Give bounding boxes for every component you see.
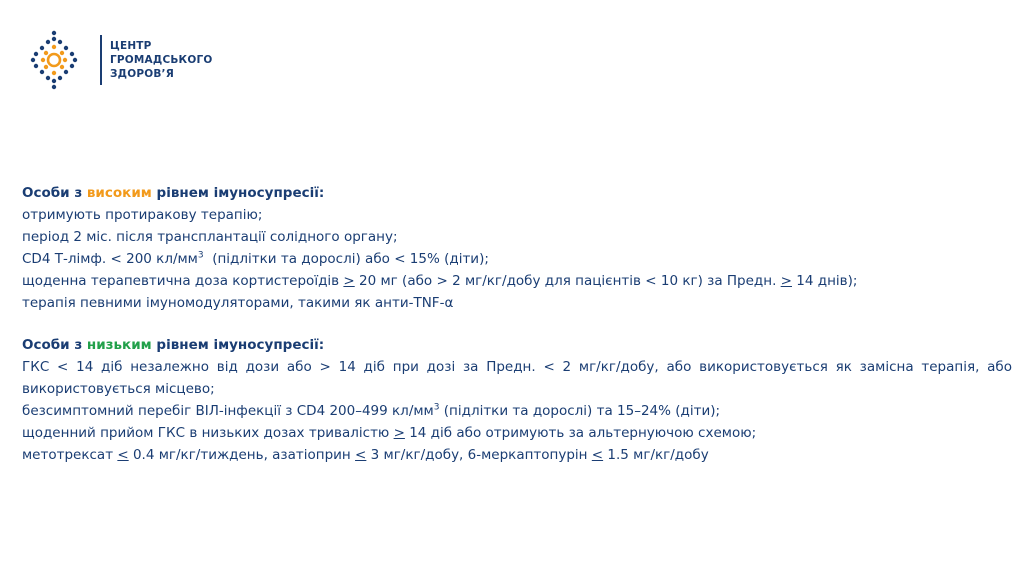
high-item-2: період 2 міс. після трансплантації солідного органу; [22, 229, 398, 245]
high-item-1: отримують протиракову терапію; [22, 207, 263, 223]
low-immunosuppression-heading [22, 334, 1012, 356]
logo-line-1: ЦЕНТР [110, 40, 152, 52]
high-item-4 [22, 270, 1012, 292]
high-item-3-text-b: (підлітки та дорослі) або < 15% (діти); [203, 251, 489, 267]
low-item-4 [22, 444, 1012, 466]
high-item-4-text-a: щоденна терапевтична доза кортистероїдів [22, 273, 344, 289]
logo-divider [100, 35, 102, 85]
high-immunosuppression-heading [22, 182, 1012, 204]
logo [30, 30, 212, 90]
low-item-4-text-c: 3 мг/кг/добу, 6-меркаптопурін [366, 447, 592, 463]
greater-equal-sign: > [343, 273, 355, 289]
less-equal-sign: < [355, 447, 367, 463]
heading-suffix: рівнем імуносупресії: [151, 185, 325, 201]
low-item-2-text-b: (підлітки та дорослі) та 15–24% (діти); [439, 403, 721, 419]
greater-equal-sign: > [393, 425, 405, 441]
low-item-4-text-d: 1.5 мг/кг/добу [603, 447, 709, 463]
greater-equal-sign: > [780, 273, 792, 289]
heading-prefix: Особи з [22, 337, 87, 353]
section-gap [22, 314, 1012, 334]
high-item-3 [22, 248, 1012, 270]
logo-line-3: ЗДОРОВ’Я [110, 68, 175, 80]
low-item-3 [22, 422, 1012, 444]
low-item-2-text-a: безсимптомний перебіг ВІЛ-інфекції з CD4 200–499 кл/мм [22, 403, 434, 419]
low-item-3-text-a: щоденний прийом ГКС в низьких дозах тривалістю [22, 425, 394, 441]
low-item-2 [22, 400, 1012, 422]
logo-line-2: ГРОМАДСЬКОГО [110, 54, 213, 66]
less-equal-sign: < [117, 447, 129, 463]
keyword-high: високим [86, 185, 152, 201]
public-health-center-logo-icon [30, 30, 78, 90]
high-item-4-text-b: 20 мг (або > 2 мг/кг/добу для пацієнтів < 10 кг) за Предн. [354, 273, 781, 289]
slide-content [22, 182, 1012, 466]
low-item-1: ГКС < 14 діб незалежно від дози або > 14 діб при дозі за Предн. < 2 мг/кг/добу, або використовується як замісна терапія, або використовується місцево; [22, 359, 1012, 397]
logo-text [110, 39, 212, 81]
superscript: 3 [197, 250, 204, 261]
high-item-3-text-a: CD4 Т-лімф. < 200 кл/мм [22, 251, 198, 267]
heading-prefix: Особи з [22, 185, 87, 201]
high-item-5: терапія певними імуномодуляторами, такими як анти-TNF-α [22, 295, 454, 311]
high-item-4-text-c: 14 днів); [791, 273, 858, 289]
less-equal-sign: < [591, 447, 604, 463]
heading-suffix: рівнем імуносупресії: [151, 337, 325, 353]
low-item-3-text-b: 14 діб або отримують за альтернуючою схемою; [404, 425, 757, 441]
low-item-4-text-a: метотрексат [22, 447, 118, 463]
keyword-low: низьким [86, 337, 152, 353]
low-item-4-text-b: 0.4 мг/кг/тиждень, азатіоприн [128, 447, 356, 463]
superscript: 3 [433, 402, 440, 413]
